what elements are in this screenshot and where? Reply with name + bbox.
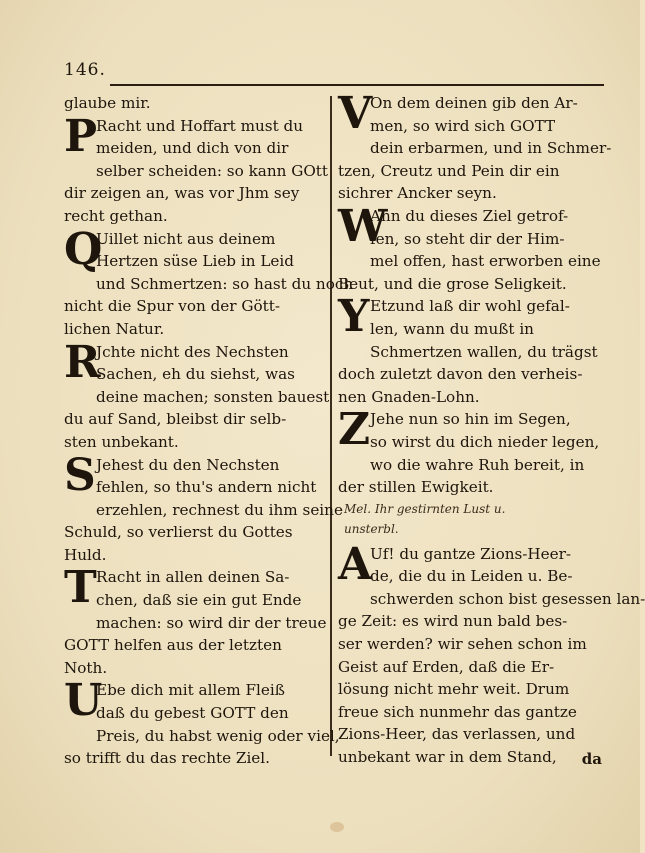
text-line: Noth. bbox=[64, 658, 108, 677]
stanza bbox=[64, 223, 354, 341]
text-line: On dem deinen gib den Ar- bbox=[370, 94, 578, 112]
text-line: Sachen, eh du siehst, was bbox=[96, 365, 295, 384]
text-line: ge Zeit: es wird nun bald bes- bbox=[338, 612, 568, 631]
text-line: doch zuletzt davon den verheis- bbox=[338, 365, 583, 384]
text-line: Geist auf Erden, daß die Er- bbox=[338, 657, 555, 676]
text-line: Etzund laß dir wohl gefal- bbox=[370, 297, 570, 316]
text-line: selber scheiden: so kann GOtt bbox=[96, 161, 329, 180]
text-line: Ann du dieses Ziel getrof- bbox=[370, 206, 569, 225]
header-rule bbox=[110, 84, 604, 86]
text-line: Racht und Hoffart must du bbox=[96, 116, 304, 135]
drop-capital: Q bbox=[64, 223, 103, 275]
text-line: Zions-Heer, das verlassen, und bbox=[338, 725, 576, 744]
stanza bbox=[64, 92, 330, 115]
handwritten-line: unsterbl. bbox=[344, 521, 399, 536]
text-line: Uillet nicht aus deinem bbox=[96, 229, 276, 248]
text-line: so wirst du dich nieder legen, bbox=[370, 432, 600, 451]
text-line: Jehe nun so hin im Segen, bbox=[370, 410, 571, 429]
text-line: fen, so steht dir der Him- bbox=[370, 229, 565, 248]
right-column bbox=[338, 88, 645, 769]
text-line: recht gethan. bbox=[64, 206, 168, 225]
text-line: nen Gnaden-Lohn. bbox=[338, 387, 480, 406]
text-line: dein erbarmen, und in Schmer- bbox=[370, 139, 612, 158]
text-line: machen: so wird dir der treue bbox=[96, 613, 327, 632]
text-line: und Schmertzen: so hast du noch bbox=[96, 274, 354, 293]
text-line: meiden, und dich von dir bbox=[96, 139, 289, 158]
drop-capital: P bbox=[64, 110, 98, 162]
drop-capital: S bbox=[64, 449, 96, 501]
left-column bbox=[64, 92, 354, 770]
text-line: lichen Natur. bbox=[64, 319, 165, 338]
text-line: daß du gebest GOTT den bbox=[96, 704, 289, 723]
drop-capital: Y bbox=[338, 291, 370, 343]
text-line: Schmertzen wallen, du trägst bbox=[370, 342, 598, 361]
stanza bbox=[338, 291, 604, 408]
stanza bbox=[64, 449, 343, 567]
text-line: Beut, und die grose Seligkeit. bbox=[338, 274, 567, 293]
text-line: glaube mir. bbox=[64, 94, 151, 112]
text-line: len, wann du mußt in bbox=[370, 319, 534, 338]
text-line: freue sich nunmehr das gantze bbox=[338, 702, 577, 721]
text-line: Uf! du gantze Zions-Heer- bbox=[370, 544, 572, 563]
drop-capital: T bbox=[64, 562, 97, 614]
text-line: Jchte nicht des Nechsten bbox=[96, 342, 289, 361]
text-line: sten unbekant. bbox=[64, 432, 179, 451]
text-line: lösung nicht mehr weit. Drum bbox=[338, 680, 570, 699]
text-line: chen, daß sie ein gut Ende bbox=[96, 591, 302, 610]
page-number: 146. bbox=[64, 60, 106, 80]
drop-capital: R bbox=[64, 336, 101, 388]
text-line: sichrer Ancker seyn. bbox=[338, 184, 497, 203]
catchword: da bbox=[581, 750, 602, 768]
text-line: Ebe dich mit allem Fleiß bbox=[96, 681, 285, 700]
stanza bbox=[64, 110, 330, 228]
stanza bbox=[64, 562, 330, 679]
drop-capital: A bbox=[338, 538, 373, 590]
stanza bbox=[64, 336, 330, 454]
text-line: wo die wahre Ruh bereit, in bbox=[370, 455, 585, 474]
text-line: deine machen; sonsten bauest bbox=[96, 387, 330, 406]
drop-capital: Z bbox=[338, 404, 371, 456]
text-line: schwerden schon bist gesessen lan- bbox=[370, 589, 645, 608]
text-line: so trifft du das rechte Ziel. bbox=[64, 749, 270, 768]
text-line: dir zeigen an, was vor Jhm sey bbox=[64, 184, 300, 203]
text-line: tzen, Creutz und Pein dir ein bbox=[338, 161, 560, 180]
text-line: mel offen, hast erworben eine bbox=[370, 252, 601, 271]
text-line: unbekant war in dem Stand, bbox=[338, 748, 557, 767]
stanza bbox=[338, 88, 612, 205]
text-line: Huld. bbox=[64, 545, 107, 564]
text-line: der stillen Ewigkeit. bbox=[338, 478, 494, 497]
stanza bbox=[338, 404, 604, 498]
text-line: Preis, du habst wenig oder viel, bbox=[96, 726, 340, 745]
drop-capital: W bbox=[338, 200, 388, 252]
drop-capital: V bbox=[338, 88, 373, 139]
text-line: men, so wird sich GOTT bbox=[370, 116, 556, 135]
paper-stain bbox=[330, 822, 344, 832]
text-line: Schuld, so verlierst du Gottes bbox=[64, 523, 293, 542]
text-line: Racht in allen deinen Sa- bbox=[96, 568, 290, 587]
drop-capital: U bbox=[64, 675, 103, 727]
text-line: nicht die Spur von der Gött- bbox=[64, 297, 280, 316]
stanza bbox=[338, 538, 645, 769]
text-line: erzehlen, rechnest du ihm seine bbox=[96, 500, 343, 519]
text-line: Jehest du den Nechsten bbox=[96, 455, 280, 474]
column-divider bbox=[330, 96, 332, 756]
text-line: de, die du in Leiden u. Be- bbox=[370, 567, 573, 586]
text-line: ser werden? wir sehen schon im bbox=[338, 635, 587, 654]
stanza bbox=[64, 675, 340, 769]
handwritten-melody-note bbox=[338, 499, 604, 543]
text-line: du auf Sand, bleibst dir selb- bbox=[64, 410, 287, 429]
handwritten-line: Mel. Ihr gestirnten Lust u. bbox=[344, 501, 506, 516]
text-line: Hertzen süse Lieb in Leid bbox=[96, 252, 294, 271]
text-line: GOTT helfen aus der letzten bbox=[64, 636, 282, 655]
stanza bbox=[338, 200, 604, 295]
text-line: fehlen, so thu's andern nicht bbox=[96, 478, 317, 497]
